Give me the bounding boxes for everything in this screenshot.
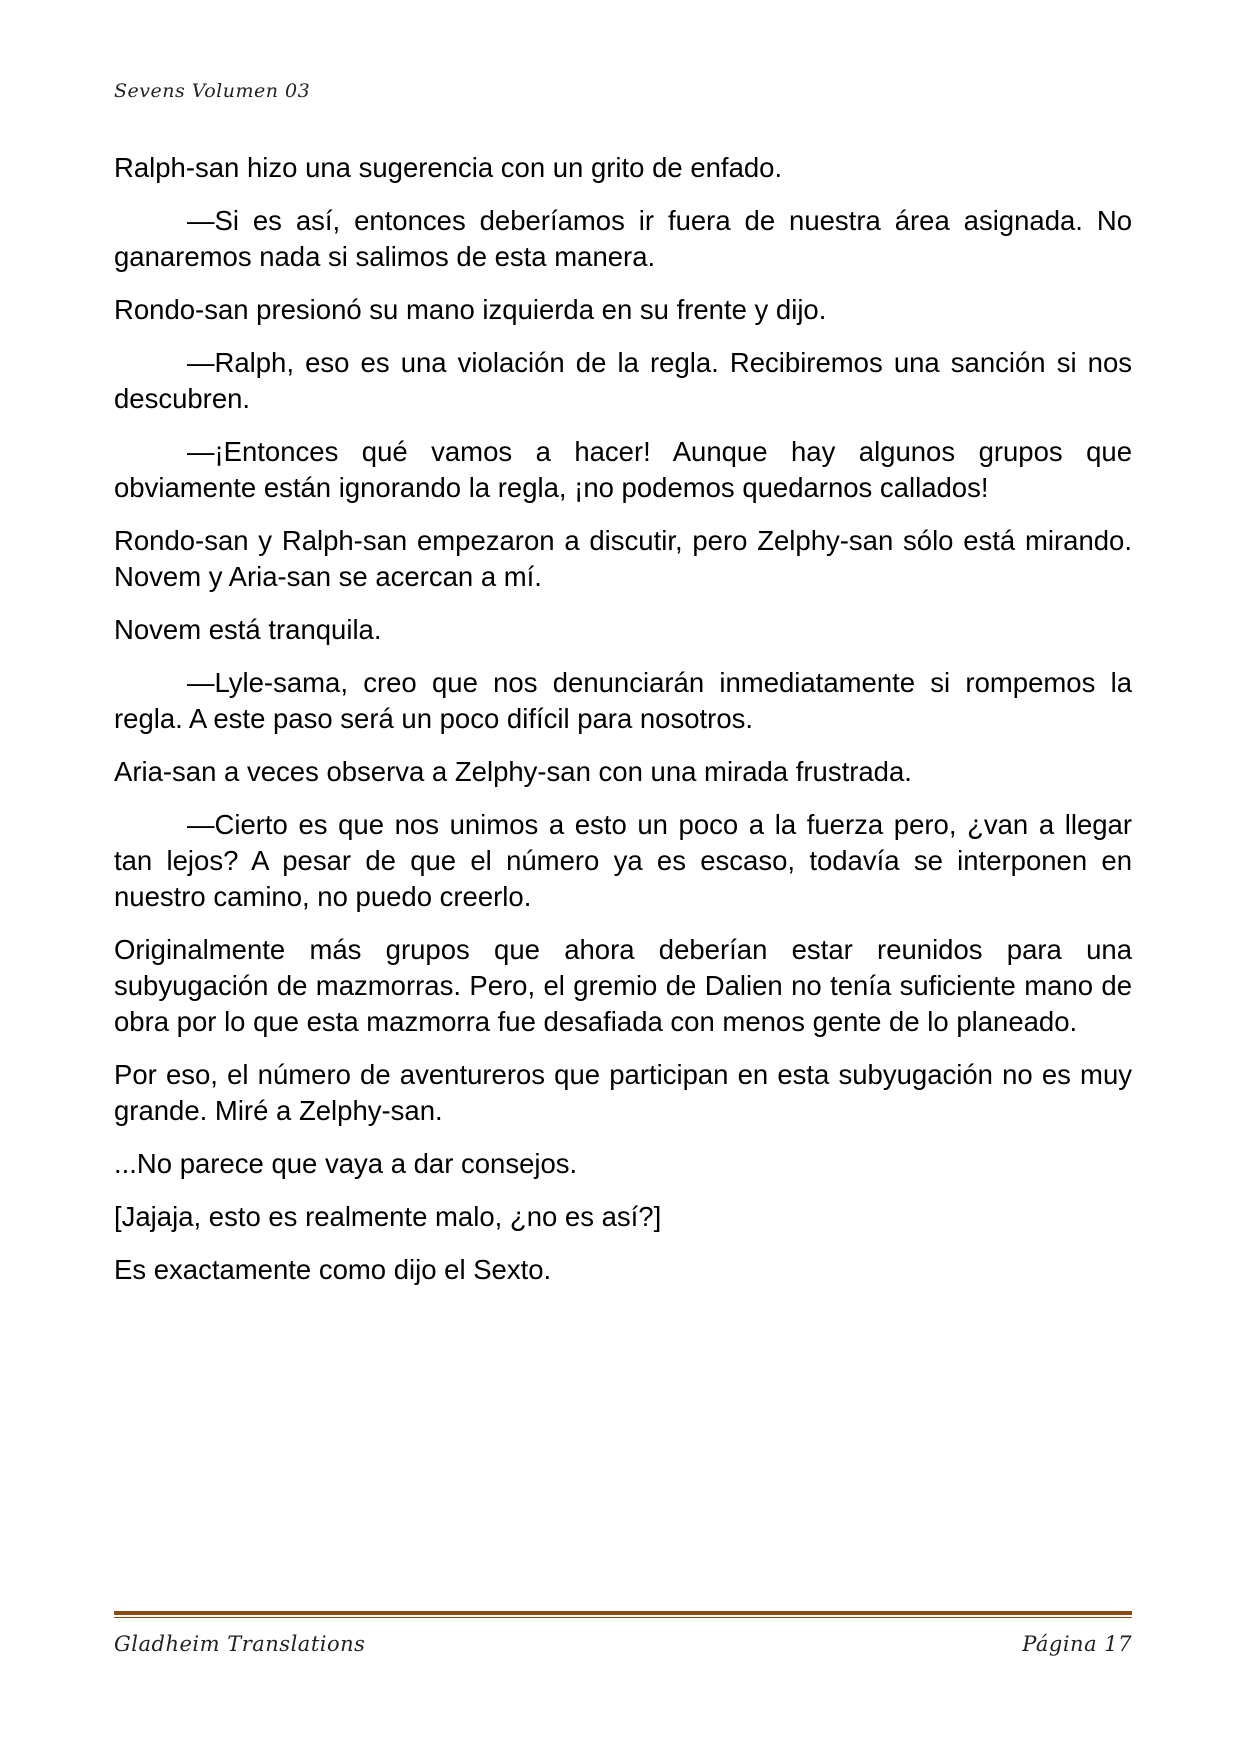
dialogue-paragraph: —Si es así, entonces deberíamos ir fuera de nuestra área asignada. No ganaremos nada si salimos de esta manera. xyxy=(114,205,1132,272)
paragraph: Es exactamente como dijo el Sexto. xyxy=(114,1254,552,1285)
page-number: Página 17 xyxy=(1022,1632,1132,1656)
paragraph: Novem está tranquila. xyxy=(114,614,382,645)
footer-divider-thick xyxy=(114,1611,1132,1615)
paragraph: Ralph-san hizo una sugerencia con un grito de enfado. xyxy=(114,152,783,183)
dialogue-paragraph: —Lyle-sama, creo que nos denunciarán inmediatamente si rompemos la regla. A este paso será un poco difícil para nosotros. xyxy=(114,667,1132,734)
document-body xyxy=(114,150,1132,1305)
paragraph: ...No parece que vaya a dar consejos. xyxy=(114,1148,578,1179)
paragraph: Aria-san a veces observa a Zelphy-san con una mirada frustrada. xyxy=(114,756,912,787)
paragraph: [Jajaja, esto es realmente malo, ¿no es así?] xyxy=(114,1201,662,1232)
page-footer xyxy=(114,1632,1132,1656)
dialogue-paragraph: —¡Entonces qué vamos a hacer! Aunque hay algunos grupos que obviamente están ignorando la regla, ¡no podemos quedarnos callados! xyxy=(114,436,1132,503)
footer-divider-thin xyxy=(114,1617,1132,1618)
page-header: Sevens Volumen 03 xyxy=(114,80,311,102)
paragraph: Rondo-san presionó su mano izquierda en su frente y dijo. xyxy=(114,294,827,325)
paragraph: Originalmente más grupos que ahora deberían estar reunidos para una subyugación de mazmorras. Pero, el gremio de Dalien no tenía suficiente mano de obra por lo que esta mazmorra fue desafiada con menos gente de lo planeado. xyxy=(114,934,1132,1037)
footer-divider xyxy=(114,1611,1132,1619)
footer-publisher: Gladheim Translations xyxy=(114,1632,366,1656)
dialogue-paragraph: —Cierto es que nos unimos a esto un poco a la fuerza pero, ¿van a llegar tan lejos? A pesar de que el número ya es escaso, todavía se interponen en nuestro camino, no puedo creerlo. xyxy=(114,809,1132,912)
dialogue-paragraph: —Ralph, eso es una violación de la regla. Recibiremos una sanción si nos descubren. xyxy=(114,347,1132,414)
paragraph: Rondo-san y Ralph-san empezaron a discutir, pero Zelphy-san sólo está mirando. Novem y Aria-san se acercan a mí. xyxy=(114,525,1132,592)
paragraph: Por eso, el número de aventureros que participan en esta subyugación no es muy grande. Miré a Zelphy-san. xyxy=(114,1059,1132,1126)
